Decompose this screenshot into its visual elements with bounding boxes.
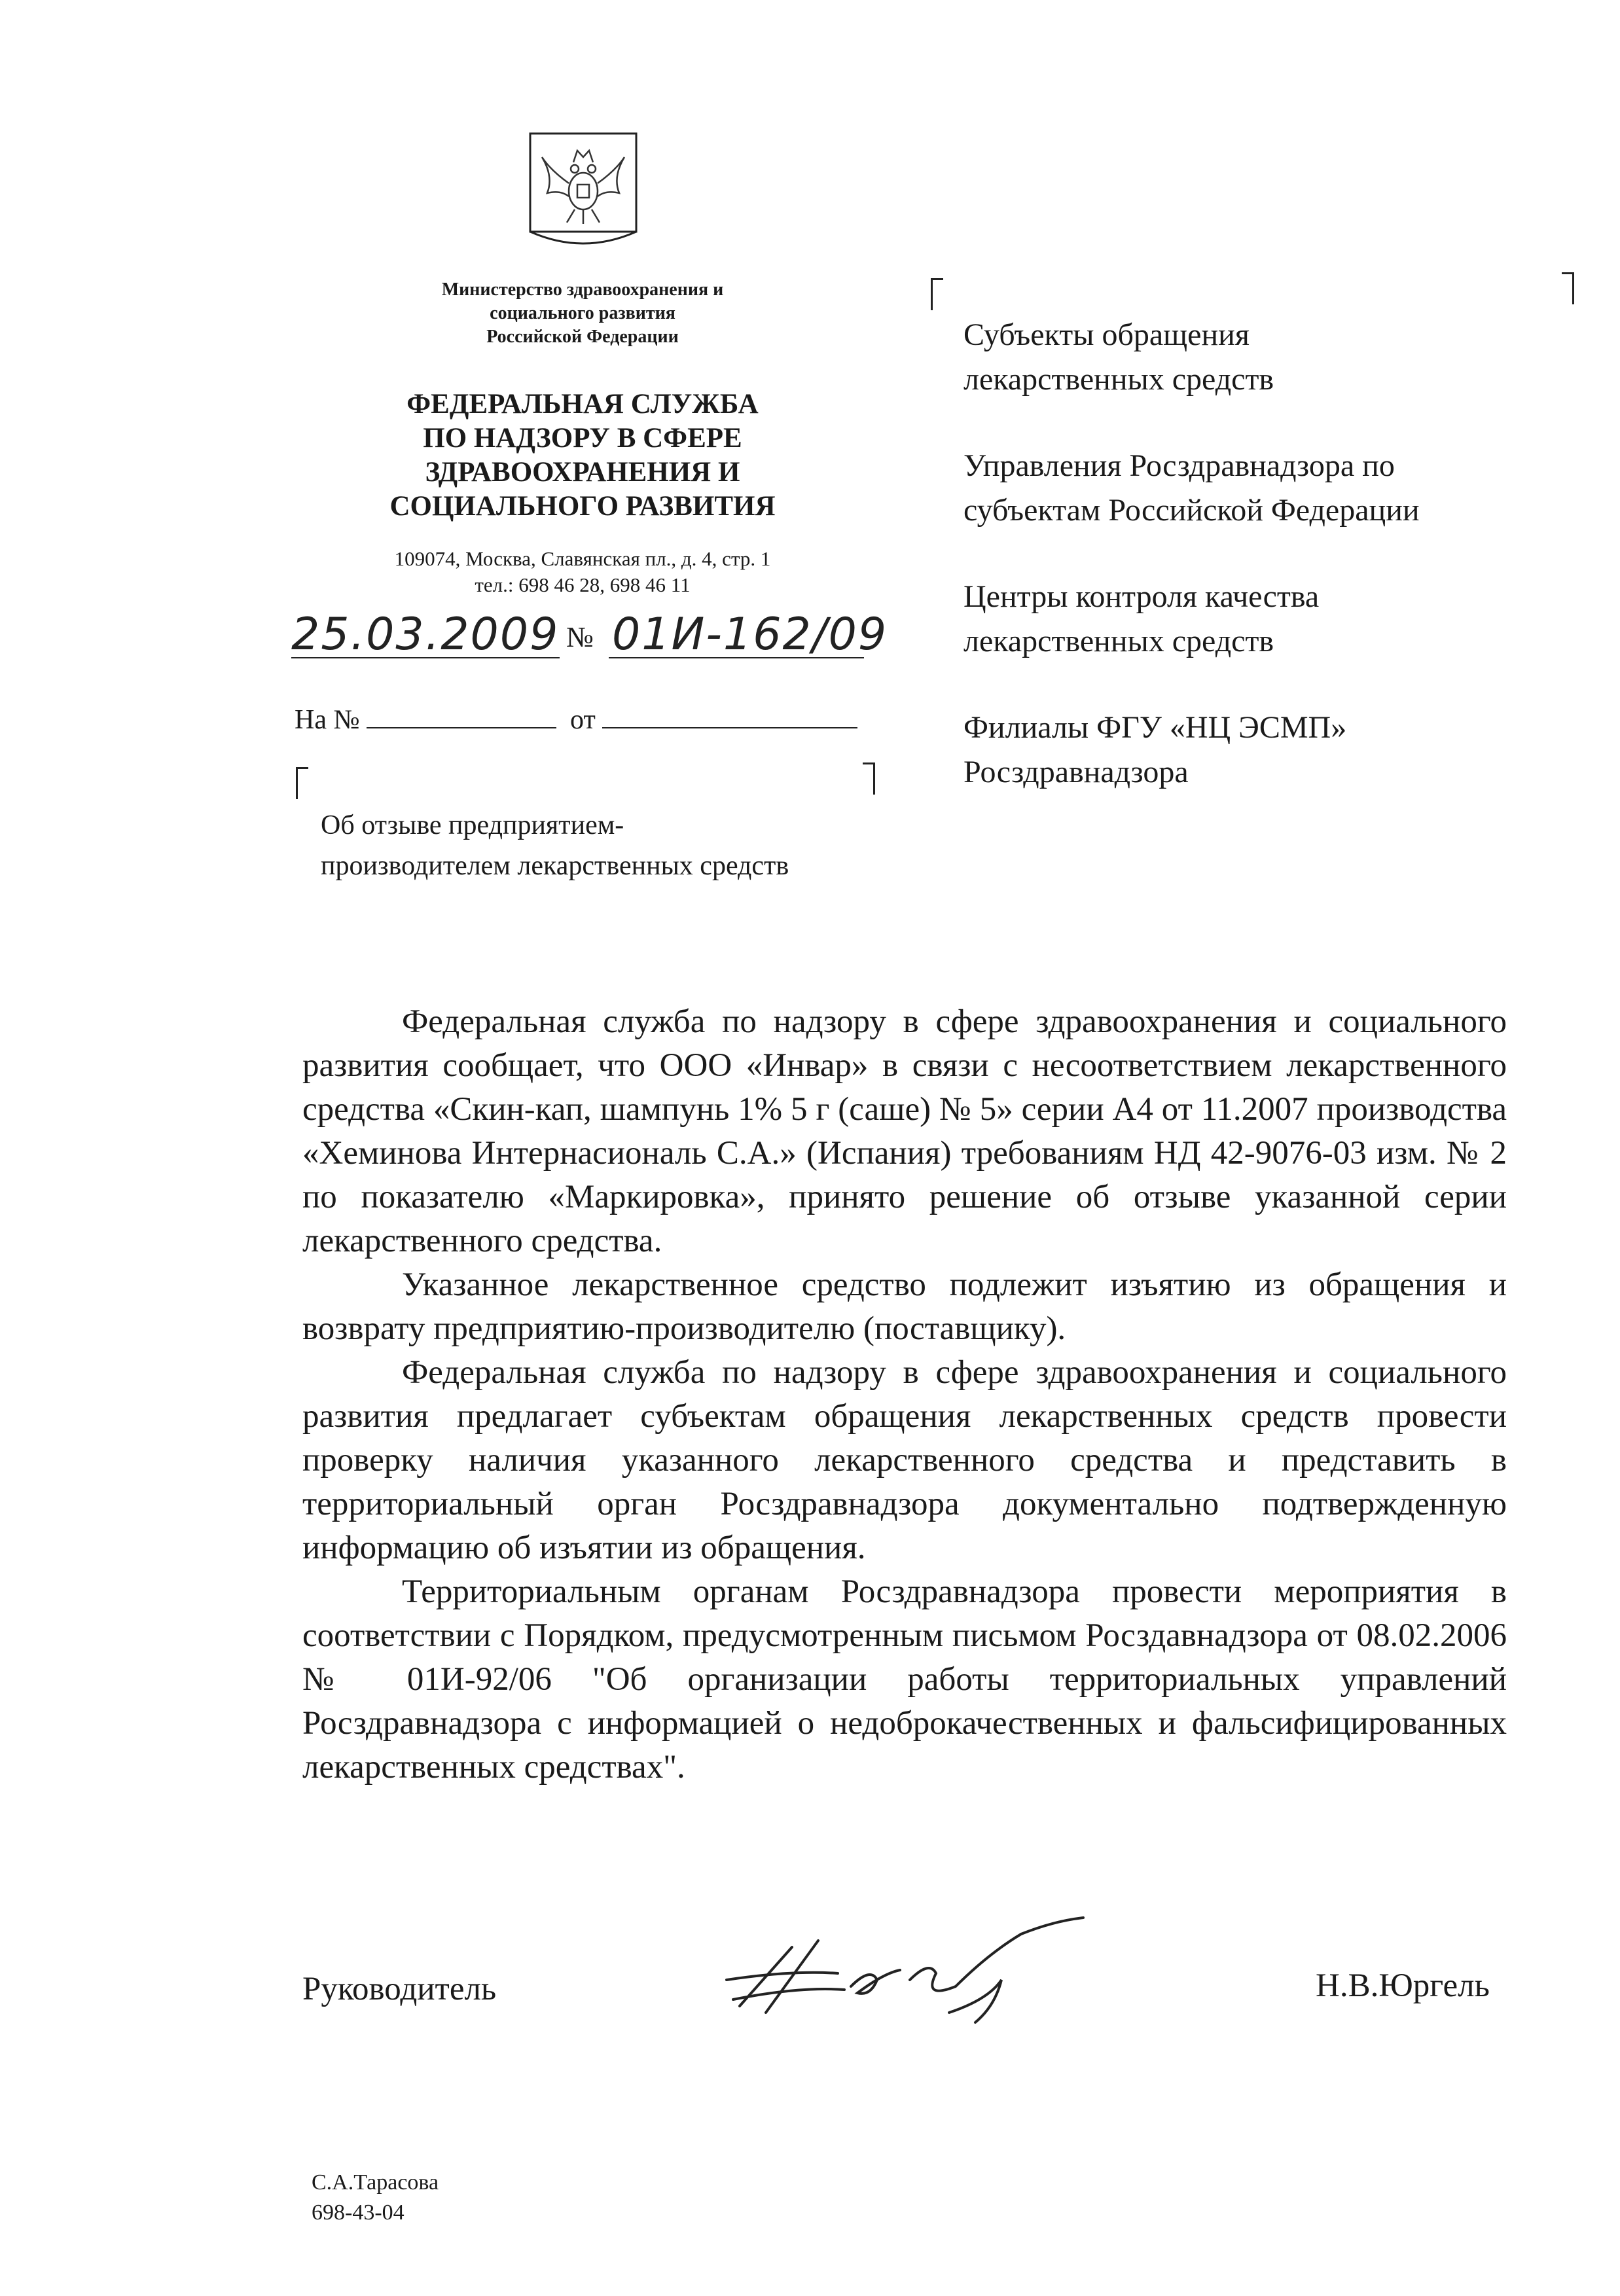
body-paragraph: Территориальным органам Росздравнадзора провести мероприятия в соответствии с Порядком, предусмотренным письмом Росздавнадзора от 08.02.2006 № 01И-92/06 "Об организации работы территориальных управлений Росздравнадзора с информацией о недоброкачественных и фальсифицированных лекарственных средствах".: [302, 1573, 1507, 1785]
addressees-block: [963, 313, 1553, 836]
number-underline: [609, 657, 864, 658]
addressee-group: Субъекты обращения лекарственных средств: [963, 317, 1274, 397]
reply-no-blank: [367, 705, 556, 728]
addressee-group: Центры контроля качества лекарственных средств: [963, 579, 1320, 658]
registration-date: 25.03.2009: [291, 609, 560, 660]
subject-bracket-right: [863, 762, 875, 795]
registration-number: 01И-162/09: [612, 609, 888, 660]
body-paragraph: Федеральная служба по надзору в сфере здравоохранения и социального развития сообщает, что ООО «Инвар» в связи с несоответствием лекарственного средства «Скин-кап, шампунь 1% 5 г (саше) № 5» серии А4 от 11.2007 производства «Хеминова Интернасиональ С.А.» (Испания) требованиям НД 42-9076-03 изм. № 2 по показателю «Маркировка», принято решение об отзыве указанной серии лекарственного средства.: [302, 1003, 1507, 1259]
reply-from-blank: [602, 705, 857, 728]
number-sign: №: [566, 621, 594, 653]
signatory-title: Руководитель: [302, 1971, 497, 2007]
reply-from-label: от: [570, 705, 596, 735]
executor-name: С.А.Тарасова: [312, 2170, 439, 2195]
date-underline: [291, 657, 560, 658]
agency-name: ФЕДЕРАЛЬНАЯ СЛУЖБА ПО НАДЗОРУ В СФЕРЕ ЗДРАВООХРАНЕНИЯ И СОЦИАЛЬНОГО РАЗВИТИЯ: [389, 389, 776, 522]
executor-phone: 698-43-04: [312, 2200, 405, 2225]
letter-body: [302, 1000, 1507, 1789]
subject-bracket-left: [296, 767, 308, 799]
body-paragraph: Федеральная служба по надзору в сфере здравоохранения и социального развития предлагает субъектам обращения лекарственных средств провести проверку наличия указанного лекарственного средства и представить в территориальный орган Росздравнадзора документально подтвержденную информацию об изъятии из обращения.: [302, 1354, 1507, 1566]
signatory-name: Н.В.Юргель: [1316, 1967, 1490, 2004]
agency-address: 109074, Москва, Славянская пл., д. 4, стр. 1 тел.: 698 46 28, 698 46 11: [394, 547, 771, 596]
ministry-name: Министерство здравоохранения и социального развития Российской Федерации: [441, 279, 724, 347]
coat-of-arms-icon: [528, 131, 639, 254]
reply-no-label: На №: [295, 705, 360, 735]
letter-subject: Об отзыве предприятием- производителем лекарственных средств: [321, 810, 789, 881]
addressee-group: Управления Росздравнадзора по субъектам Российской Федерации: [963, 448, 1420, 528]
handwritten-signature: [713, 1908, 1093, 2039]
addressee-bracket-left: [931, 278, 943, 310]
body-paragraph: Указанное лекарственное средство подлежит изъятию из обращения и возврату предприятию-производителю (поставщику).: [302, 1266, 1507, 1347]
addressee-group: Филиалы ФГУ «НЦ ЭСМП» Росздравнадзора: [963, 710, 1347, 789]
addressee-bracket-right: [1562, 272, 1574, 304]
reply-reference: [295, 704, 857, 736]
executor-info: [312, 2168, 439, 2228]
registration-line: [291, 609, 920, 668]
